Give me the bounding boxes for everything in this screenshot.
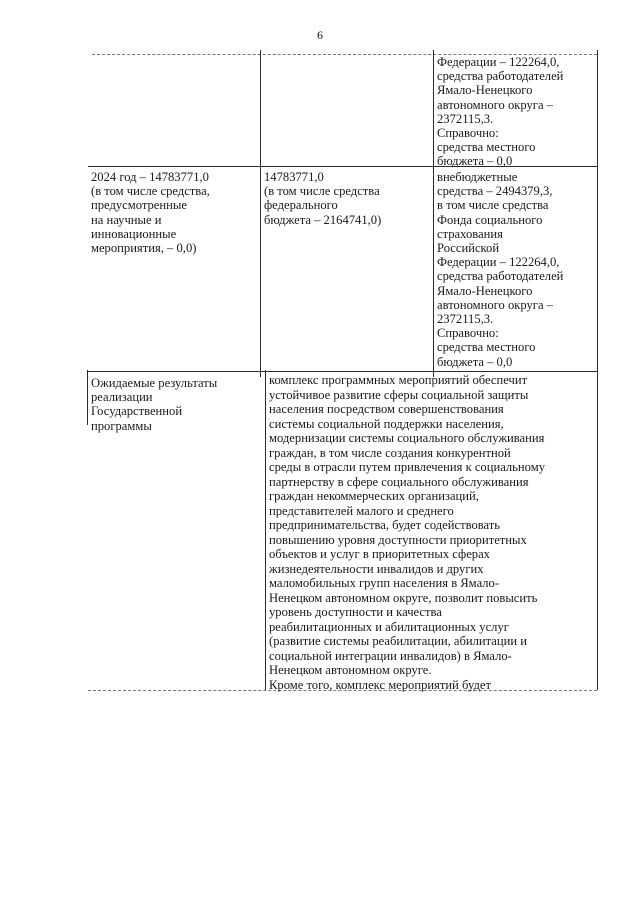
funding-continuation-cell: Федерации – 122264,0, средства работодателей Ямало-Ненецкого автономного округа – 2372115,3. Справочно: средства местного бюджета – 0,0 xyxy=(437,55,564,169)
year-2024-extrabudget-cell: внебюджетные средства – 2494379,3, в том числе средства Фонда социального страхования Российской Федерации – 122264,0, средства работодателей Ямало-Ненецкого автономного округа – 2372115,3. Справочно: средства местного бюджета – 0,0 xyxy=(437,170,564,369)
page-number: 6 xyxy=(317,28,323,42)
year-2024-total-cell: 2024 год – 14783771,0 (в том числе средства, предусмотренные на научные и инновационные мероприятия, – 0,0) xyxy=(91,170,210,256)
year-2024-budget-cell: 14783771,0 (в том числе средства федерального бюджета – 2164741,0) xyxy=(264,170,382,227)
table-left-border-lower xyxy=(87,370,88,425)
col-divider-mid xyxy=(433,50,434,377)
results-divider xyxy=(265,370,266,690)
row-line-results xyxy=(88,371,597,372)
expected-results-label: Ожидаемые результаты реализации Государственной программы xyxy=(91,376,218,433)
expected-results-text: комплекс программных мероприятий обеспечит устойчивое развитие сферы социальной защиты населения посредством совершенствования системы социальной поддержки населения, модернизации системы социального обслуживания граждан, в том числе создания конкурентной среды в отрасли путем привлечения к социальному партнерству в сфере социального обслуживания граждан некоммерческих организаций, представителей малого и среднего предпринимательства, будет содействовать повышению уровня доступности приоритетных объектов и услуг в приоритетных сферах жизнедеятельности инвалидов и других маломобильных групп населения в Ямало- Ненецком автономном округе, позволит повысить уровень доступности и качества реабилитационных и абилитационных услуг (развитие системы реабилитации, абилитации и социальной интеграции инвалидов) в Ямало- Ненецком автономном округе. Кроме того, комплекс мероприятий будет xyxy=(269,373,545,692)
col-divider-left xyxy=(260,50,261,377)
